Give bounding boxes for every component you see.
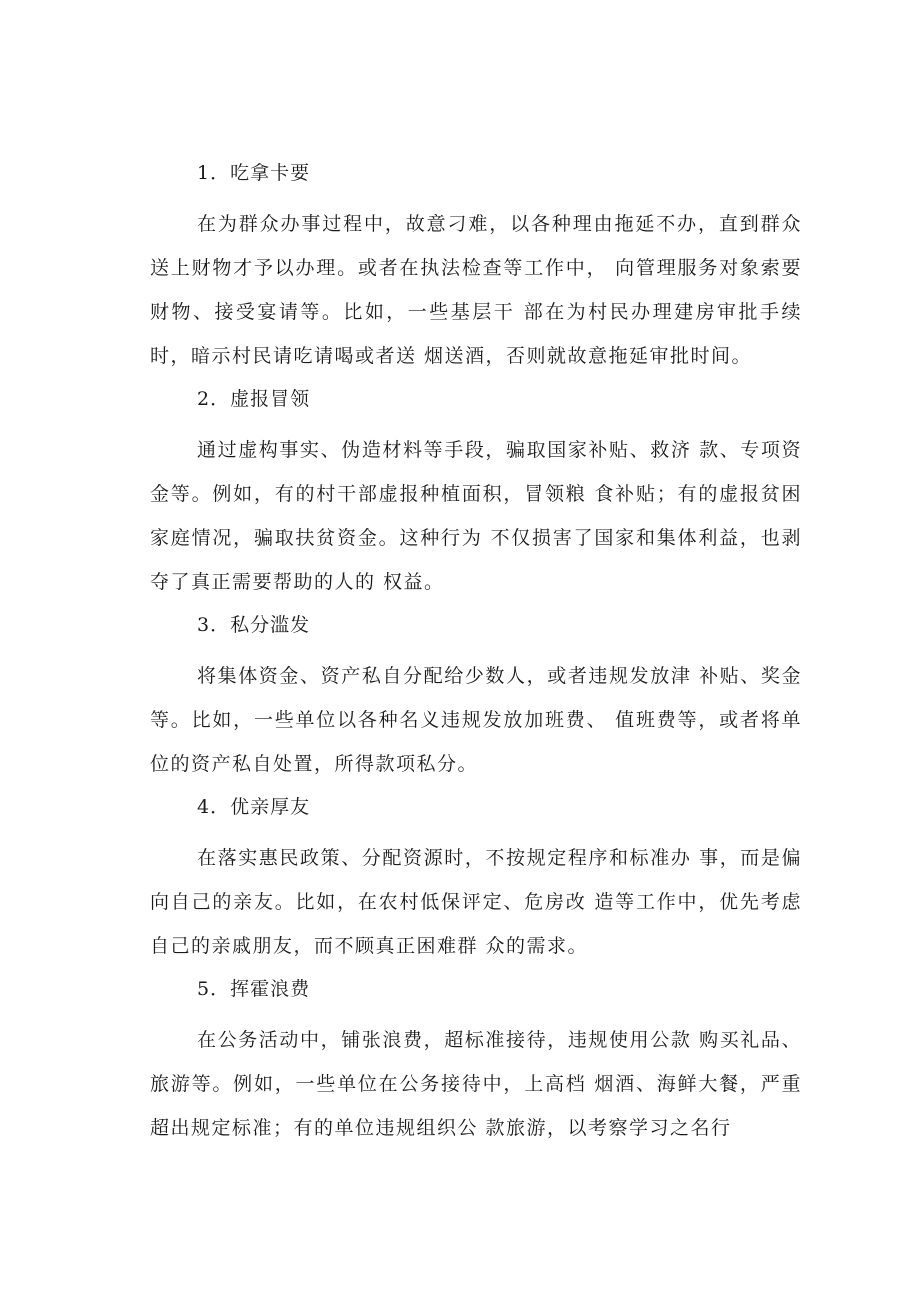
section-heading-1: 1．吃拿卡要 (197, 162, 311, 184)
section-body-2: 通过虚构事实、伪造材料等手段，骗取国家补贴、救济 款、专项资金等。例如，有的村干部虚报种植面积，冒领粮 食补贴；有的虚报贫困家庭情况，骗取扶贫资金。这种行为 不仅损害了国家和集体利益，也剥夺了真正需要帮助的人的 权益。 (150, 439, 802, 593)
section-body-5: 在公务活动中，铺张浪费，超标准接待，违规使用公款 购买礼品、旅游等。例如，一些单位在公务接待中，上高档 烟酒、海鲜大餐，严重超出规定标准；有的单位违规组织公 款旅游，以考察学习之名行 (150, 1029, 802, 1139)
section-heading-5: 5．挥霍浪费 (197, 978, 311, 1000)
section-body-3: 将集体资金、资产私自分配给少数人，或者违规发放津 补贴、奖金等。比如，一些单位以各种名义违规发放加班费、 值班费等，或者将单位的资产私自处置，所得款项私分。 (150, 665, 802, 775)
section-heading-2: 2．虚报冒领 (197, 388, 311, 410)
section-heading-4: 4．优亲厚友 (197, 796, 311, 818)
section-heading-3: 3．私分滥发 (197, 614, 311, 636)
section-body-4: 在落实惠民政策、分配资源时，不按规定程序和标准办 事，而是偏向自己的亲友。比如，在农村低保评定、危房改 造等工作中，优先考虑自己的亲戚朋友，而不顾真正困难群 众的需求。 (150, 847, 802, 957)
section-body-1: 在为群众办事过程中，故意刁难，以各种理由拖延不办，直到群众送上财物才予以办理。或者在执法检查等工作中， 向管理服务对象索要财物、接受宴请等。比如，一些基层干 部在为村民办理建房审批手续时，暗示村民请吃请喝或者送 烟送酒，否则就故意拖延审批时间。 (150, 213, 802, 367)
document-page (150, 158, 802, 1150)
